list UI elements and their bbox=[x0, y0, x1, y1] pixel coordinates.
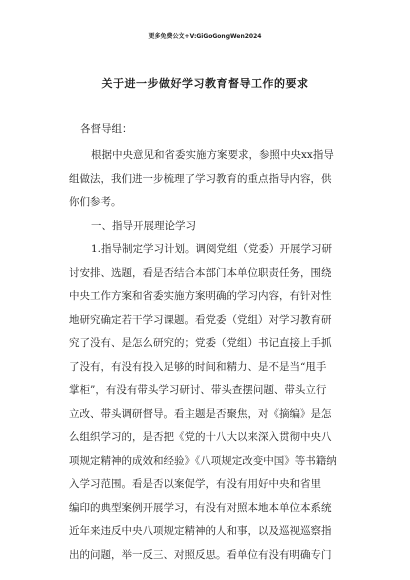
body-line: 么组织学习的，是否把《党的十八大以来深入贯彻中央八 bbox=[69, 431, 332, 443]
body-line: 了没有，有没有投入足够的时间和精力、是不是当“甩手 bbox=[69, 360, 327, 373]
body-line: 编印的典型案例开展学习，有没有对照本地本单位本系统 bbox=[69, 501, 332, 514]
body-line: 掌柜”，有没有带头学习研讨、带头查摆问题、带头立行 bbox=[69, 384, 327, 396]
body-line: 各督导组： bbox=[80, 123, 133, 135]
body-line: 根据中央意见和省委实施方案要求，参照中央xx指导 bbox=[91, 149, 334, 161]
body-line: 地研究确定若干学习课题。看党委（党组）对学习教育研 bbox=[69, 313, 332, 326]
body-line: 中央工作方案和省委实施方案明确的学习内容，有针对性 bbox=[69, 290, 332, 302]
body-line: 出的问题，举一反三、对照反思。看单位有没有明确专门 bbox=[69, 548, 332, 561]
body-line: 组做法，我们进一步梳理了学习教育的重点指导内容，供 bbox=[69, 172, 332, 185]
body-line: 讨安排、选题，看是否结合本部门本单位职责任务，围绕 bbox=[69, 266, 332, 279]
body-line: 1.指导制定学习计划。调阅党组（党委）开展学习研 bbox=[91, 243, 333, 255]
document-title: 关于进一步做好学习教育督导工作的要求 bbox=[101, 77, 309, 90]
body-line: 立改、带头调研督导。看主题是否聚焦，对《摘编》是怎 bbox=[69, 407, 332, 420]
body-line: 近年来违反中央八项规定精神的人和事，以及巡视巡察指 bbox=[69, 525, 332, 537]
body-line: 你们参考。 bbox=[69, 196, 122, 208]
body-line: 入学习范围。看是否以案促学，有没有用好中央和省里 bbox=[69, 478, 321, 490]
header-note: 更多免费公文+V:GiGoGongWen2024 bbox=[148, 33, 262, 40]
body-line: 项规定精神的成效和经验》《八项规定改变中国》等书籍纳 bbox=[69, 454, 337, 467]
body-line: 究了没有、是怎么研究的；党委（党组）书记直接上手抓 bbox=[69, 337, 332, 349]
section-heading: 一、指导开展理论学习 bbox=[91, 219, 196, 232]
